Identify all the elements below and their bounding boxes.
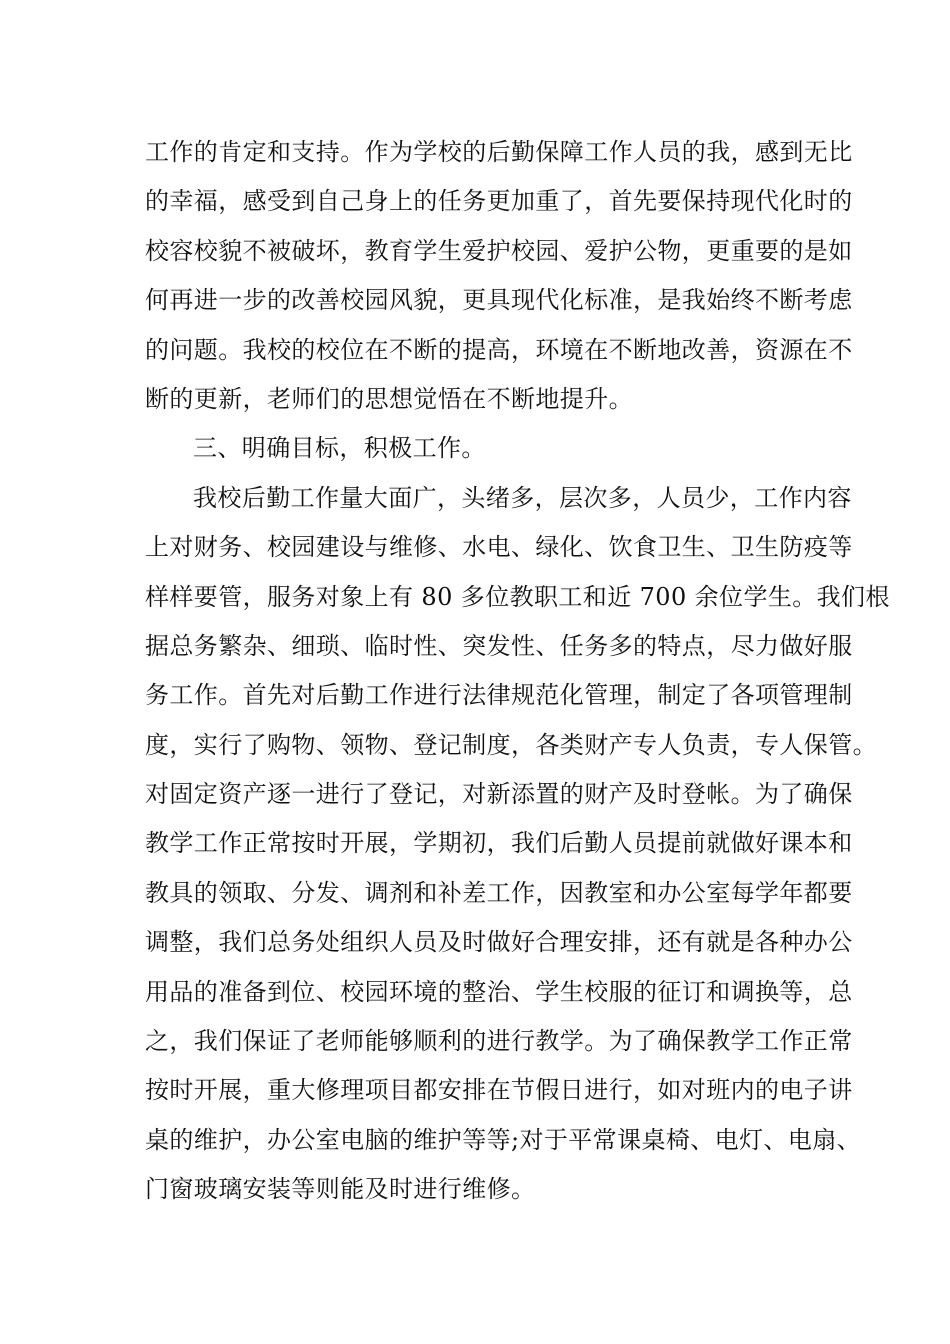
text-line: 的问题。我校的校位在不断的提高，环境在不断地改善，资源在不 [145, 335, 853, 364]
text-line: 教具的领取、分发、调剂和补差工作，因教室和办公室每学年都要 [145, 878, 853, 907]
text-line: 校容校貌不被破坏，教育学生爱护校园、爱护公物，更重要的是如 [145, 236, 853, 265]
text-line: 的幸福，感受到自己身上的任务更加重了，首先要保持现代化时的 [145, 187, 853, 216]
text-line: 教学工作正常按时开展，学期初，我们后勤人员提前就做好课本和 [145, 829, 853, 858]
text-line: 据总务繁杂、细琐、临时性、突发性、任务多的特点，尽力做好服 [145, 631, 853, 660]
text-line: 用品的准备到位、校园环境的整治、学生校服的征订和调换等，总 [145, 977, 853, 1006]
section-heading: 三、明确目标，积极工作。 [193, 434, 486, 463]
document-body [145, 128, 890, 1215]
text-line: 上对财务、校园建设与维修、水电、绿化、饮食卫生、卫生防疫等 [145, 533, 853, 562]
text-line: 门窗玻璃安装等则能及时进行维修。 [145, 1175, 536, 1204]
text-line: 桌的维护，办公室电脑的维护等等;对于平常课桌椅、电灯、电扇、 [145, 1125, 862, 1154]
text-line: 之，我们保证了老师能够顺利的进行教学。为了确保教学工作正常 [145, 1027, 853, 1056]
text-line: 样样要管，服务对象上有 80 多位教职工和近 700 余位学生。我们根 [145, 582, 890, 611]
paragraph-first-line: 我校后勤工作量大面广，头绪多，层次多，人员少，工作内容 [193, 483, 852, 512]
text-line: 度，实行了购物、领物、登记制度，各类财产专人负责，专人保管。 [145, 730, 877, 759]
text-line: 按时开展，重大修理项目都安排在节假日进行，如对班内的电子讲 [145, 1076, 853, 1105]
text-line: 何再进一步的改善校园风貌，更具现代化标准，是我始终不断考虑 [145, 286, 853, 315]
text-line: 对固定资产逐一进行了登记，对新添置的财产及时登帐。为了确保 [145, 780, 853, 809]
text-line: 务工作。首先对后勤工作进行法律规范化管理，制定了各项管理制 [145, 681, 853, 710]
text-line: 调整，我们总务处组织人员及时做好合理安排，还有就是各种办公 [145, 928, 853, 957]
text-line: 断的更新，老师们的思想觉悟在不断地提升。 [145, 384, 633, 413]
text-line: 工作的肯定和支持。作为学校的后勤保障工作人员的我，感到无比 [145, 138, 853, 166]
